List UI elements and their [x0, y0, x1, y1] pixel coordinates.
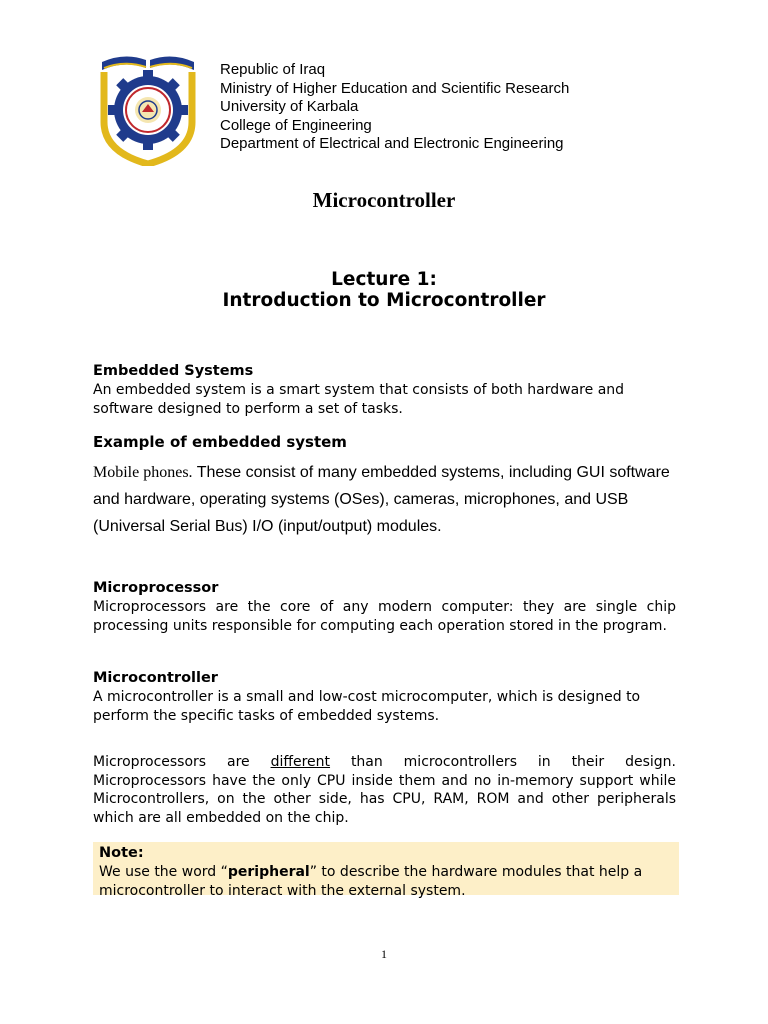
header-line-ministry: Ministry of Higher Education and Scientific Research: [220, 79, 570, 97]
example-lead: Mobile phones.: [93, 464, 193, 481]
section-embedded-systems: [93, 362, 676, 418]
example-text: These consist of many embedded systems, including GUI software and hardware, operating systems (OSes), cameras, microphones, and USB (Universal Serial Bus) I/O (input/output) modules.: [93, 464, 670, 535]
section-heading: Microprocessor: [93, 580, 219, 596]
section-text: An embedded system is a smart system that consists of both hardware and software designed to perform a set of tasks.: [93, 382, 625, 417]
note-text-end: ” to describe the hardware modules that help a microcontroller to interact with the external system.: [99, 864, 643, 899]
section-heading: Example of embedded system: [93, 433, 347, 451]
header-line-college: College of Engineering: [220, 116, 372, 134]
section-heading: Microcontroller: [93, 670, 218, 686]
section-text: A microcontroller is a small and low-cost microcomputer, which is designed to perform the specific tasks of embedded systems.: [93, 689, 641, 724]
university-seal-icon: [96, 48, 200, 166]
note-text-start: We use the word “: [99, 864, 228, 880]
header-line-department: Department of Electrical and Electronic Engineering: [220, 135, 564, 152]
section-microcontroller: [93, 669, 676, 725]
difference-text-start: Microprocessors are: [93, 754, 271, 770]
example-paragraph: [93, 459, 683, 540]
institution-header: [220, 61, 569, 154]
difference-text-end: than microcontrollers in their design. Microprocessors have the only CPU inside them and no in-memory support while Microcontrollers, on the other side, has CPU, RAM, ROM and other peripherals which are all embedded on the chip.: [93, 754, 676, 826]
section-microprocessor: [93, 579, 676, 635]
section-example: [93, 433, 676, 452]
difference-underlined: different: [270, 754, 331, 770]
section-text: Microprocessors are the core of any modern computer: they are single chip processing units responsible for computing each operation stored in the program.: [93, 599, 676, 634]
note-heading: Note:: [99, 845, 144, 861]
difference-paragraph: [93, 753, 676, 827]
lecture-number: Lecture 1:: [331, 269, 437, 290]
header-line-country: Republic of Iraq: [220, 61, 326, 78]
note-bold-term: peripheral: [227, 864, 310, 880]
lecture-title: Introduction to Microcontroller: [222, 290, 546, 307]
page-number: 1: [381, 947, 387, 961]
header-line-university: University of Karbala: [220, 98, 359, 115]
section-heading: Embedded Systems: [93, 363, 254, 379]
course-title: Microcontroller: [312, 188, 456, 212]
note-text: [99, 863, 673, 900]
note-box: [93, 842, 679, 899]
